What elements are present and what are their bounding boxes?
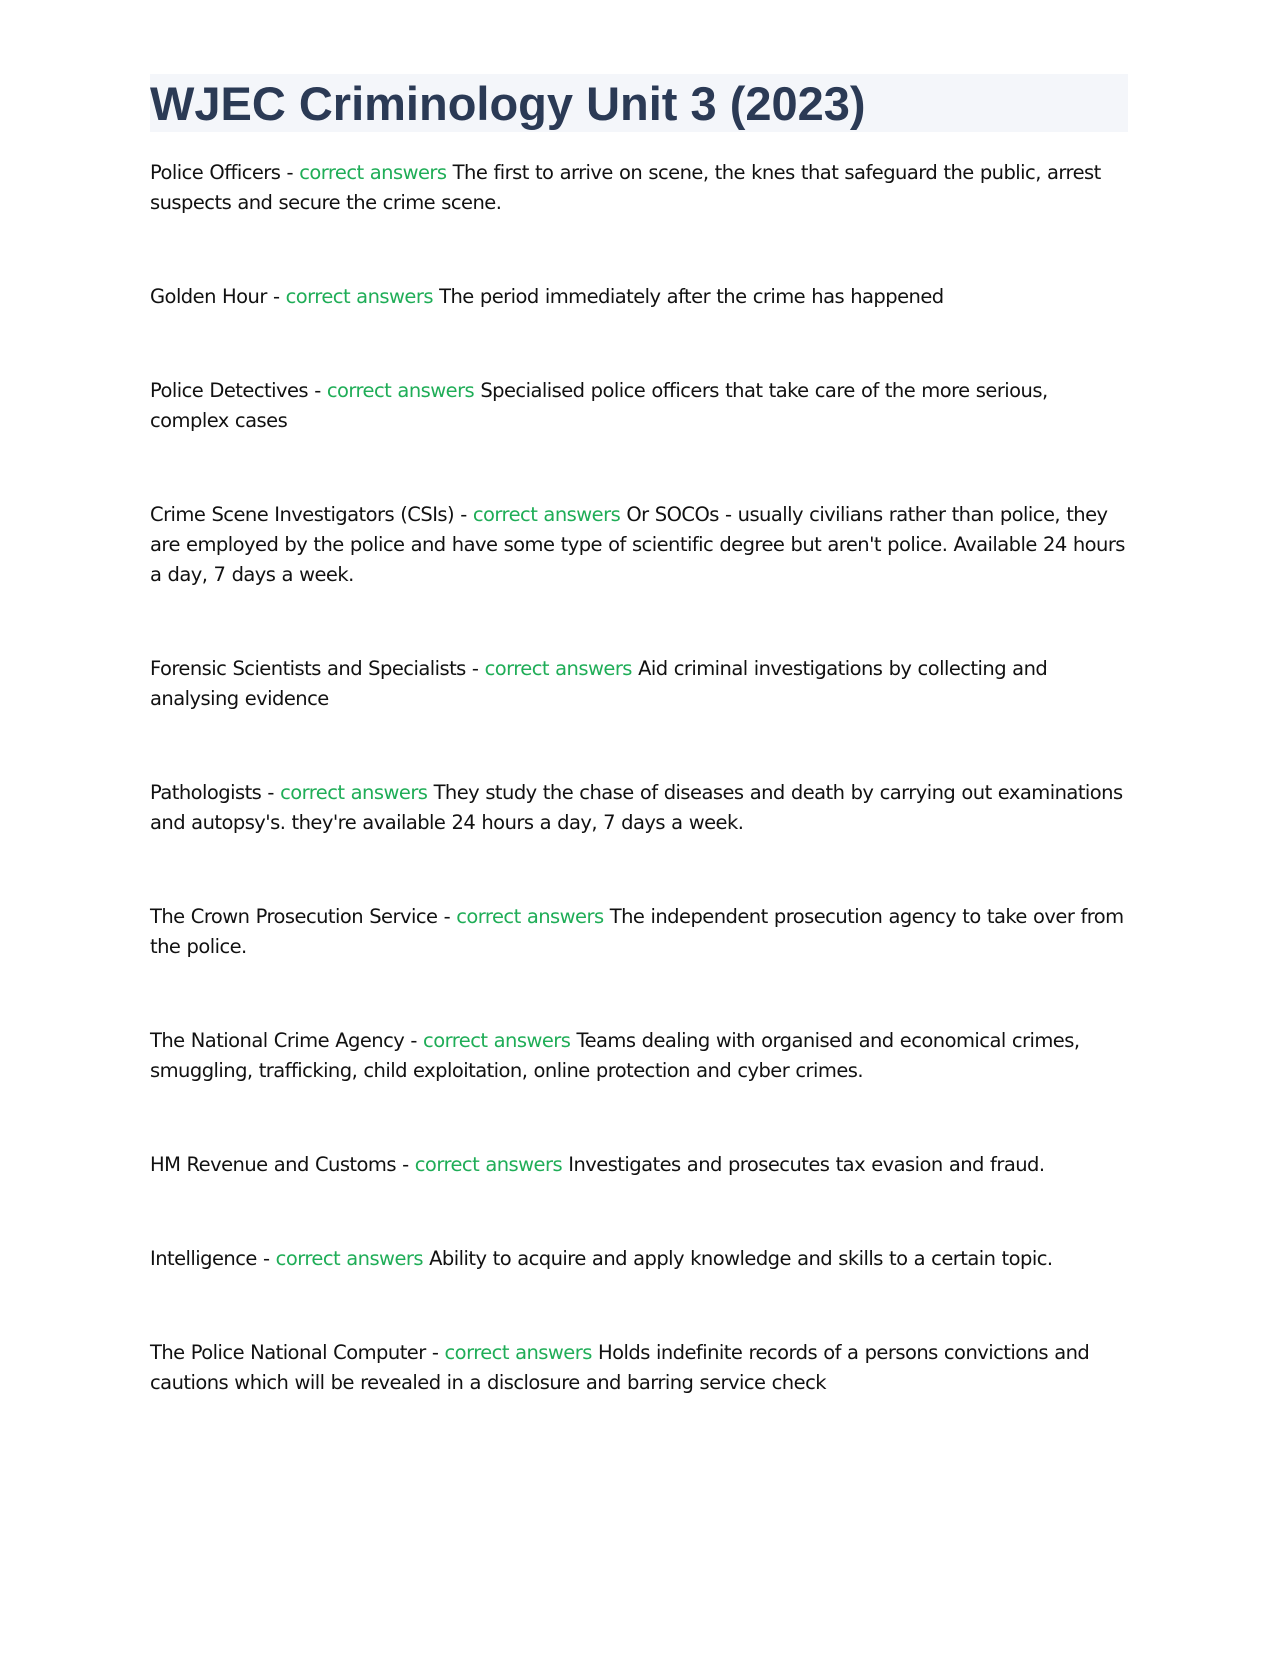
correct-answers-tag: correct answers: [326, 379, 475, 402]
flashcard-entry: [150, 158, 1128, 218]
document-page: [150, 74, 1128, 1462]
entry-term: The Crown Prosecution Service: [150, 905, 438, 928]
entry-term: The Police National Computer: [150, 1341, 426, 1364]
entry-term: Forensic Scientists and Specialists: [150, 657, 466, 680]
flashcard-list: [150, 158, 1128, 1398]
correct-answers-tag: correct answers: [444, 1341, 592, 1364]
entry-term: Crime Scene Investigators (CSIs): [150, 503, 455, 526]
document-title: WJEC Criminology Unit 3 (2023): [150, 74, 1128, 132]
entry-term: Intelligence: [150, 1247, 257, 1270]
flashcard-entry: [150, 778, 1128, 838]
flashcard-entry: [150, 282, 1128, 312]
entry-separator: -: [437, 905, 457, 928]
entry-separator: -: [404, 1029, 424, 1052]
entry-term: Police Officers: [150, 161, 281, 184]
entry-separator: -: [308, 379, 327, 402]
flashcard-entry: [150, 1244, 1128, 1274]
entry-term: Pathologists: [150, 781, 262, 804]
flashcard-entry: [150, 1026, 1128, 1086]
entry-definition: The independent prosecution agency to take over from the police.: [150, 905, 1124, 958]
entry-term: Police Detectives: [150, 379, 309, 402]
correct-answers-tag: correct answers: [456, 905, 604, 928]
correct-answers-tag: correct answers: [275, 1247, 423, 1270]
entry-separator: -: [261, 781, 281, 804]
entry-definition: Investigates and prosecutes tax evasion and fraud.: [568, 1153, 1045, 1176]
entry-separator: -: [280, 161, 300, 184]
flashcard-entry: [150, 654, 1128, 714]
entry-definition: Holds indefinite records of a persons convictions and cautions which will be revealed in a disclosure and barring service check: [150, 1341, 1090, 1394]
correct-answers-tag: correct answers: [280, 781, 428, 804]
flashcard-entry: [150, 1150, 1128, 1180]
entry-separator: -: [256, 1247, 276, 1270]
entry-term: Golden Hour: [150, 285, 267, 308]
entry-separator: -: [425, 1341, 445, 1364]
flashcard-entry: [150, 1338, 1128, 1398]
entry-term: HM Revenue and Customs: [150, 1153, 396, 1176]
entry-separator: -: [465, 657, 485, 680]
flashcard-entry: [150, 902, 1128, 962]
correct-answers-tag: correct answers: [285, 285, 433, 308]
entry-definition: Ability to acquire and apply knowledge and skills to a certain topic.: [429, 1247, 1053, 1270]
entry-separator: -: [395, 1153, 415, 1176]
entry-definition: Teams dealing with organised and economical crimes, smuggling, trafficking, child exploitation, online protection and cyber crimes.: [150, 1029, 1080, 1082]
entry-definition: Specialised police officers that take care of the more serious, complex cases: [150, 379, 1048, 432]
entry-term: The National Crime Agency: [150, 1029, 405, 1052]
entry-definition: Aid criminal investigations by collecting and analysing evidence: [150, 657, 1048, 710]
correct-answers-tag: correct answers: [472, 503, 621, 526]
entry-separator: -: [266, 285, 286, 308]
correct-answers-tag: correct answers: [484, 657, 632, 680]
entry-definition: The period immediately after the crime has happened: [439, 285, 944, 308]
correct-answers-tag: correct answers: [299, 161, 447, 184]
entry-definition: Or SOCOs - usually civilians rather than police, they are employed by the police and have some type of scientific degree but aren't police. Available 24 hours a day, 7 days a week.: [150, 503, 1125, 586]
flashcard-entry: [150, 376, 1128, 436]
correct-answers-tag: correct answers: [414, 1153, 563, 1176]
entry-separator: -: [454, 503, 473, 526]
entry-definition: They study the chase of diseases and death by carrying out examinations and autopsy's. they're available 24 hours a day, 7 days a week.: [150, 781, 1123, 834]
flashcard-entry: [150, 500, 1128, 590]
entry-definition: The first to arrive on scene, the knes that safeguard the public, arrest suspects and secure the crime scene.: [150, 161, 1101, 214]
correct-answers-tag: correct answers: [423, 1029, 571, 1052]
